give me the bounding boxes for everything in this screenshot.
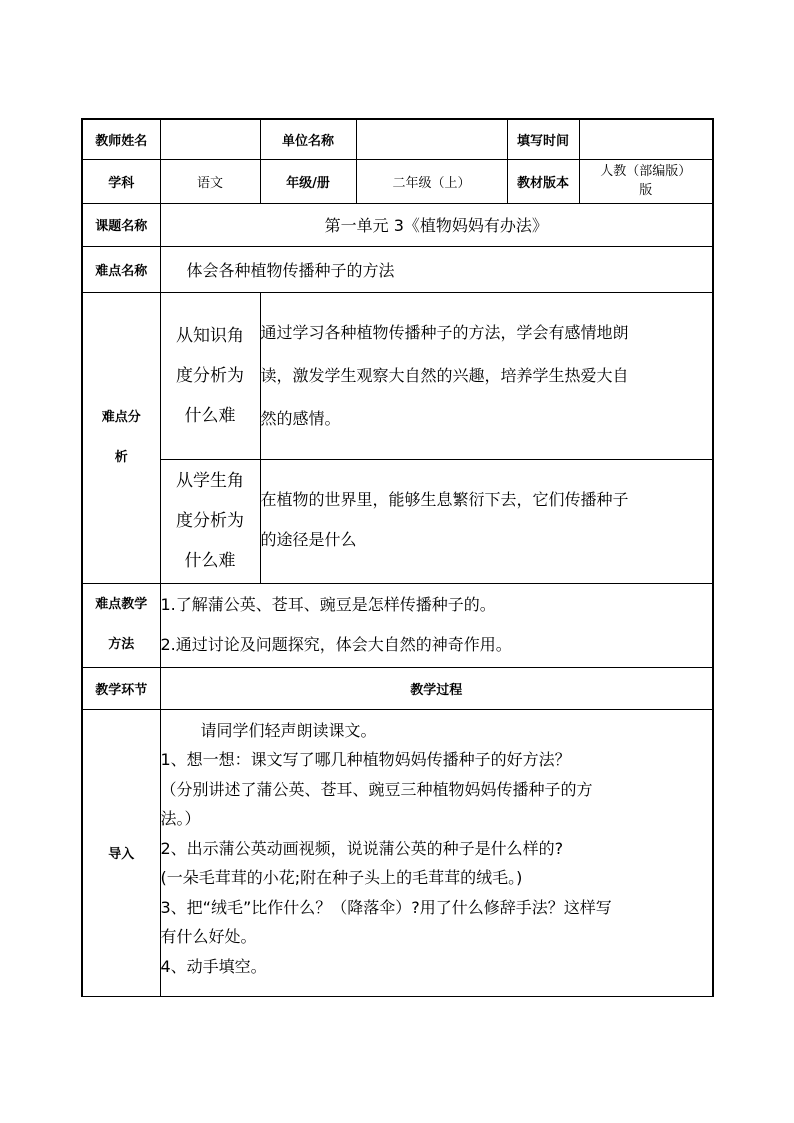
student-angle-label-line: 什么难 <box>184 551 236 571</box>
intro-row <box>82 709 713 996</box>
intro-line: 4、动手填空。 <box>160 956 267 976</box>
topic-row <box>82 203 713 246</box>
intro-line: 2、出示蒲公英动画视频，说说蒲公英的种子是什么样的? <box>160 838 564 858</box>
grade-label: 年级/册 <box>260 159 356 203</box>
fill-date-field[interactable] <box>579 119 713 159</box>
method-row <box>82 583 713 667</box>
knowledge-angle-text-line: 读，激发学生观察大自然的兴趣，培养学生热爱大自 <box>260 366 629 385</box>
knowledge-angle-text <box>260 292 713 459</box>
knowledge-angle-label-line: 度分析为 <box>176 365 244 386</box>
topic-value: 第一单元 3《植物妈妈有办法》 <box>160 203 713 246</box>
teaching-method-line: 1.了解蒲公英、苍耳、豌豆是怎样传播种子的。 <box>160 595 496 614</box>
unit-name-label: 单位名称 <box>260 119 356 159</box>
student-angle-text-line: 在植物的世界里，能够生息繁衍下去，它们传播种子 <box>260 489 629 509</box>
difficulty-label: 难点名称 <box>82 246 160 292</box>
student-angle-text-line: 的途径是什么 <box>260 529 357 549</box>
teaching-method-line: 2.通过讨论及问题探究，体会大自然的神奇作用。 <box>160 635 512 654</box>
student-angle-label-line: 度分析为 <box>176 511 244 531</box>
teaching-method-label <box>82 583 160 667</box>
knowledge-angle-text-line: 然的感情。 <box>260 409 341 428</box>
student-angle-text <box>260 459 713 583</box>
intro-line: 请同学们轻声朗读课文。 <box>200 720 377 740</box>
teacher-name-field[interactable] <box>160 119 260 159</box>
textbook-edition-label: 教材版本 <box>507 159 579 203</box>
teaching-stage-label: 教学环节 <box>82 667 160 709</box>
lesson-plan-table <box>81 118 714 997</box>
knowledge-angle-label-line: 从知识角 <box>176 325 244 346</box>
textbook-edition-value <box>579 159 713 203</box>
difficulty-analysis-label-line-1: 难点分 <box>101 409 141 425</box>
unit-name-field[interactable] <box>356 119 507 159</box>
knowledge-angle-text-line: 通过学习各种植物传播种子的方法，学会有感情地朗 <box>260 323 629 342</box>
analysis-knowledge-row <box>82 292 713 459</box>
difficulty-row <box>82 246 713 292</box>
teaching-method-label-line-1: 难点教学 <box>95 597 148 612</box>
intro-line: 1、想一想：课文写了哪几种植物妈妈传播种子的好方法？ <box>160 750 571 769</box>
textbook-edition-line-2: 版 <box>639 183 653 198</box>
subject-label: 学科 <box>82 159 160 203</box>
intro-line: 法。） <box>160 809 201 828</box>
teacher-row <box>82 119 713 159</box>
student-angle-label-line: 从学生角 <box>176 471 244 491</box>
grade-value: 二年级（上） <box>356 159 507 203</box>
analysis-student-row <box>82 459 713 583</box>
intro-line: (一朵毛茸茸的小花;附在种子头上的毛茸茸的绒毛。) <box>160 868 523 887</box>
subject-value: 语文 <box>160 159 260 203</box>
knowledge-angle-label <box>160 292 260 459</box>
teaching-method-label-line-2: 方法 <box>108 637 135 652</box>
teacher-name-label: 教师姓名 <box>82 119 160 159</box>
teaching-method-text <box>160 583 713 667</box>
intro-line: 3、把“绒毛”比作什么？（降落伞）?用了什么修辞手法？这样写 <box>160 897 612 917</box>
intro-line: 有什么好处。 <box>160 927 257 946</box>
teaching-process-label: 教学过程 <box>160 667 713 709</box>
difficulty-value: 体会各种植物传播种子的方法 <box>160 246 713 292</box>
knowledge-angle-label-line: 什么难 <box>184 405 236 426</box>
textbook-edition-line-1: 人教（部编版） <box>600 164 692 179</box>
difficulty-analysis-label <box>82 292 160 583</box>
topic-label: 课题名称 <box>82 203 160 246</box>
subject-row <box>82 159 713 203</box>
intro-stage-label: 导入 <box>82 709 160 996</box>
student-angle-label <box>160 459 260 583</box>
fill-date-label: 填写时间 <box>507 119 579 159</box>
difficulty-analysis-label-line-2: 析 <box>114 449 128 465</box>
intro-line: （分别讲述了蒲公英、苍耳、豌豆三种植物妈妈传播种子的方 <box>160 779 593 799</box>
process-header-row <box>82 667 713 709</box>
intro-process-text <box>160 709 713 996</box>
